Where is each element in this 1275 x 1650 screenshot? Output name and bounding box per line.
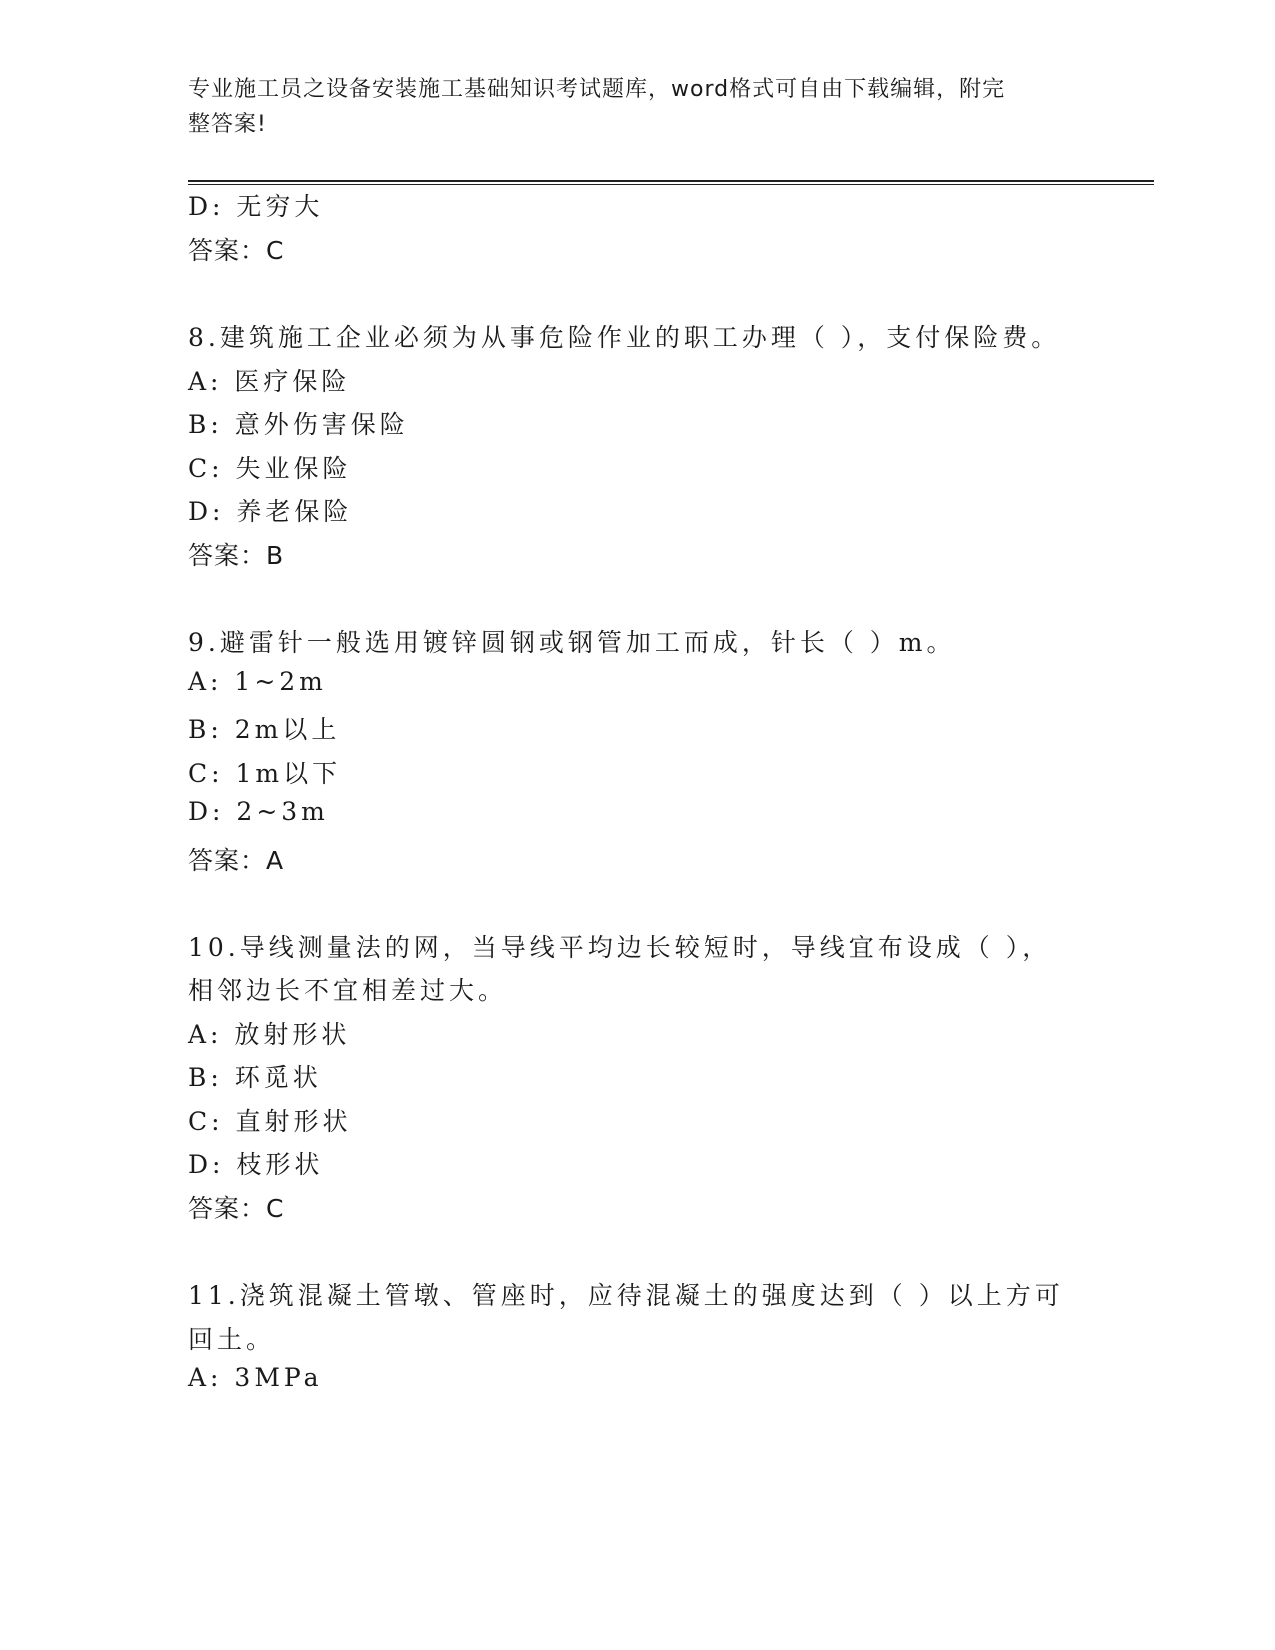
q11-stem-line-2: 回土。 xyxy=(188,1325,276,1354)
header-line-1: 专业施工员之设备安装施工基础知识考试题库，word格式可自由下载编辑，附完 xyxy=(188,77,1006,102)
q9-option-a: A: 1~2m xyxy=(188,667,327,696)
q10-option-b: B: 环觅状 xyxy=(188,1063,322,1092)
q9-option-b: B: 2m以上 xyxy=(188,715,341,744)
q9-answer: 答案：A xyxy=(188,846,285,875)
q8-option-d: D: 养老保险 xyxy=(188,497,353,526)
q11-option-a: A: 3MPa xyxy=(188,1363,323,1392)
q8-answer: 答案：B xyxy=(188,541,285,570)
q10-option-c: C: 直射形状 xyxy=(188,1107,352,1136)
prev-option-d: D: 无穷大 xyxy=(188,192,324,221)
q8-option-a: A: 医疗保险 xyxy=(188,367,351,396)
header-divider xyxy=(188,180,1154,185)
q10-option-d: D: 枝形状 xyxy=(188,1150,324,1179)
document-header xyxy=(188,72,1068,142)
q10-option-a: A: 放射形状 xyxy=(188,1020,351,1049)
q11-stem-line-1: 11.浇筑混凝土管墩、管座时，应待混凝土的强度达到（ ）以上方可 xyxy=(188,1281,1064,1310)
q9-stem: 9.避雷针一般选用镀锌圆钢或钢管加工而成，针长（ ）m。 xyxy=(188,628,956,657)
q9-option-d: D: 2~3m xyxy=(188,797,329,826)
q10-answer: 答案：C xyxy=(188,1194,285,1223)
q10-stem-line-1: 10.导线测量法的网，当导线平均边长较短时，导线宜布设成（ ）， xyxy=(188,933,1052,962)
q9-option-c: C: 1m以下 xyxy=(188,759,342,788)
q8-option-c: C: 失业保险 xyxy=(188,454,352,483)
header-line-2: 整答案! xyxy=(188,112,267,137)
q8-option-b: B: 意外伤害保险 xyxy=(188,410,409,439)
prev-answer: 答案：C xyxy=(188,236,285,265)
q10-stem-line-2: 相邻边长不宜相差过大。 xyxy=(188,976,508,1005)
q8-stem: 8.建筑施工企业必须为从事危险作业的职工办理（ ），支付保险费。 xyxy=(188,323,1061,352)
